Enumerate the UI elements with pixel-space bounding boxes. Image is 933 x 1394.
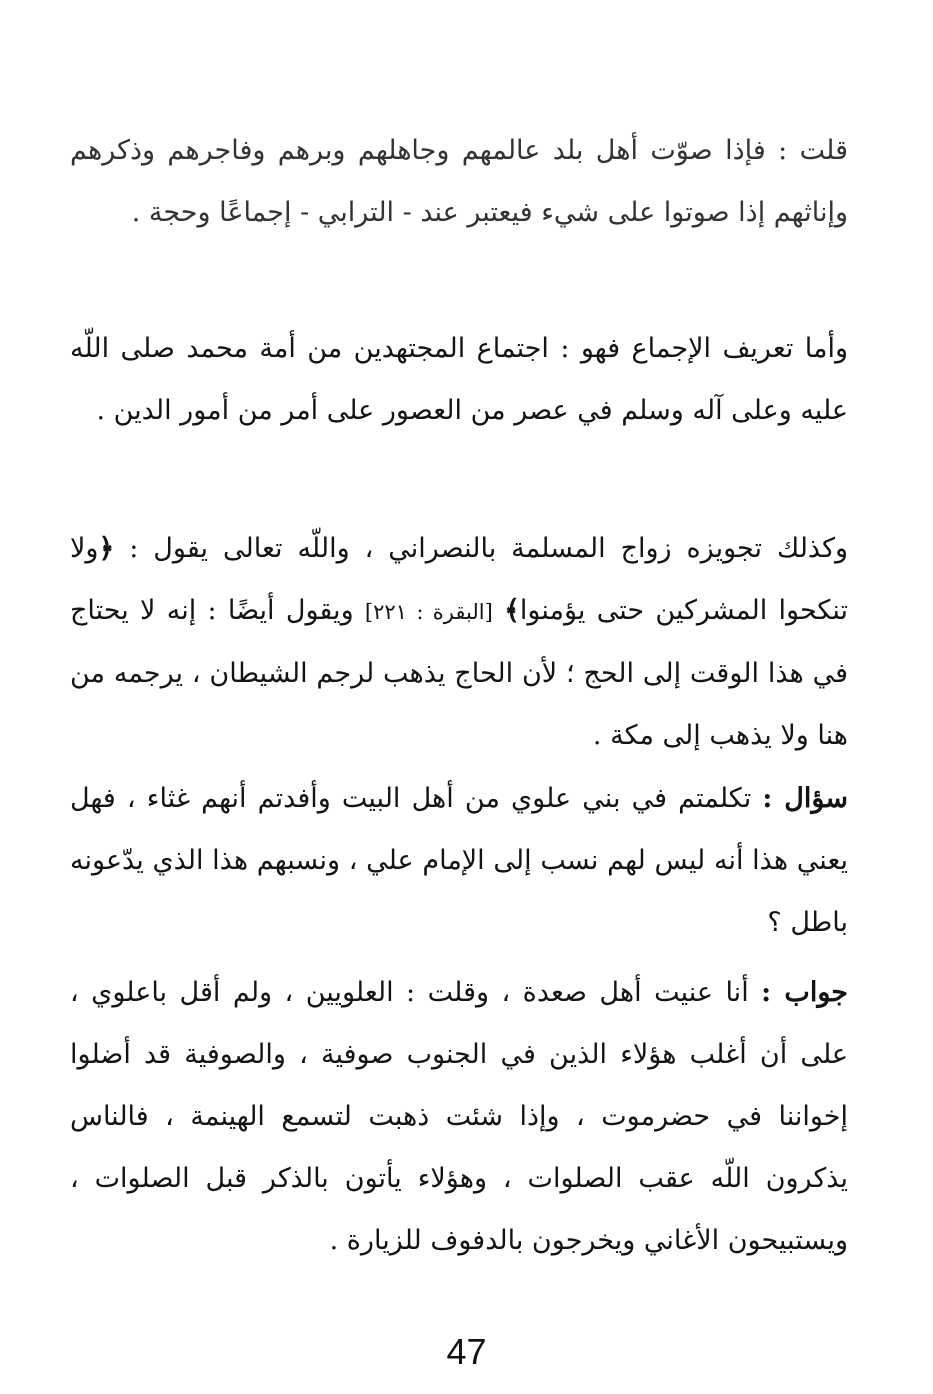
- paragraph-answer: [70, 962, 848, 1272]
- paragraph-marriage-ruling: [70, 518, 848, 767]
- paragraph-ijma-voting: [70, 120, 848, 244]
- paragraph-text: ويقول أيضًا : إنه لا يحتاج في هذا الوقت إلى الحج ؛ لأن الحاج يذهب لرجم الشيطان ، يرجمه من هنا ولا يذهب إلى مكة .: [70, 595, 848, 751]
- paragraph-ijma-definition: [70, 318, 848, 442]
- paragraph-question: [70, 768, 848, 954]
- answer-text: أنا عنيت أهل صعدة ، وقلت : العلويين ، ولم أقل باعلوي ، على أن أغلب هؤلاء الذين في الجنوب صوفية ، والصوفية قد أضلوا إخواننا في حضرموت ، وإذا شئت ذهبت لتسمع الهينمة ، فالناس يذكرون اللّه عقب الصلوات ، وهؤلاء يأتون بالذكر قبل الصلوات ، ويستبيحون الأغاني ويخرجون بالدفوف للزيارة .: [70, 977, 848, 1256]
- paragraph-text: وأما تعريف الإجماع فهو : اجتماع المجتهدين من أمة محمد صلى اللّه عليه وعلى آله وسلم في عصر من العصور على أمر من أمور الدين .: [70, 333, 848, 426]
- verse-reference: [البقرة : ٢٢١]: [364, 600, 493, 624]
- paragraph-text: وكذلك تجويزه زواج المسلمة بالنصراني ، واللّه تعالى يقول :: [129, 533, 848, 564]
- answer-label: جواب :: [761, 977, 848, 1008]
- quran-bracket-close: ﴾: [504, 595, 520, 626]
- page-number: 47: [446, 1331, 487, 1372]
- paragraph-text: قلت : فإذا صوّت أهل بلد عالمهم وجاهلهم وبرهم وفاجرهم وذكرهم وإناثهم إذا صوتوا على شيء فيعتبر عند - الترابي - إجماعًا وحجة .: [70, 135, 848, 228]
- question-label: سؤال :: [762, 783, 848, 814]
- question-text: تكلمتم في بني علوي من أهل البيت وأفدتم أنهم غثاء ، فهل يعني هذا أنه ليس لهم نسب إلى الإمام علي ، ونسبهم هذا الذي يدّعونه باطل ؟: [70, 783, 848, 938]
- quran-verse: ولا تنكحوا المشركين حتى يؤمنوا: [70, 533, 848, 626]
- quran-bracket-open: ﴿: [98, 533, 115, 564]
